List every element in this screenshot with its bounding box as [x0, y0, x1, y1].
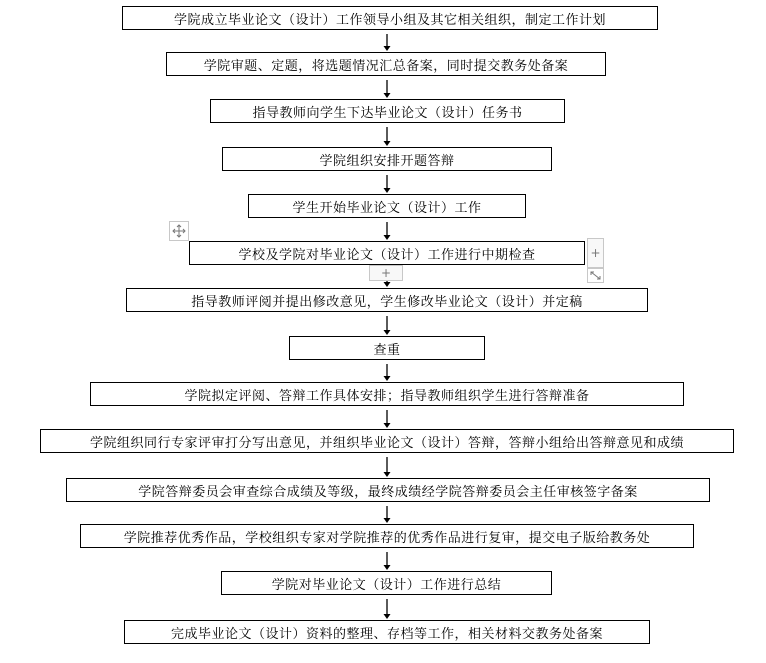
step-14-label: 完成毕业论文（设计）资料的整理、存档等工作，相关材料交教务处备案	[170, 626, 603, 642]
add-column-button[interactable]	[587, 238, 604, 268]
arrow-head-3	[384, 141, 391, 146]
arrow-head-12	[384, 565, 391, 570]
arrow-head-4	[384, 188, 391, 193]
step-8-label: 查重	[373, 342, 401, 358]
arrow-head-10	[384, 472, 391, 477]
step-4-label: 学院组织安排开题答辩	[319, 153, 455, 169]
step-3-label: 指导教师向学生下达毕业论文（设计）任务书	[252, 105, 523, 121]
step-12-label: 学院推荐优秀作品，学校组织专家对学院推荐的优秀作品进行复审，提交电子版给教务处	[123, 530, 651, 546]
step-10-box	[40, 429, 734, 453]
step-5-label: 学生开始毕业论文（设计）工作	[292, 200, 482, 216]
add-row-plus: +	[380, 266, 392, 280]
step-10-label: 学院组织同行专家评审打分写出意见，并组织毕业论文（设计）答辩，答辩小组给出答辩意见和成绩	[89, 435, 684, 451]
step-2-label: 学院审题、定题，将选题情况汇总备案，同时提交教务处备案	[203, 58, 569, 74]
step-2-box	[166, 52, 606, 76]
arrow-head-2	[384, 93, 391, 98]
move-icon[interactable]	[169, 221, 189, 241]
step-5-box	[248, 194, 526, 218]
arrow-head-6	[384, 282, 391, 287]
step-7-box	[126, 288, 648, 312]
step-3-box	[210, 99, 565, 123]
step-9-box	[90, 382, 684, 406]
arrow-head-5	[384, 235, 391, 240]
step-12-box	[80, 524, 694, 548]
arrow-head-7	[384, 330, 391, 335]
step-11-label: 学院答辩委员会审查综合成绩及等级，最终成绩经学院答辩委员会主任审核签字备案	[138, 484, 638, 500]
step-6-label: 学校及学院对毕业论文（设计）工作进行中期检查	[238, 247, 536, 263]
add-row-button[interactable]	[369, 265, 403, 281]
step-13-box	[221, 571, 552, 595]
step-1-label: 学院成立毕业论文（设计）工作领导小组及其它相关组织，制定工作计划	[173, 12, 606, 28]
step-4-box	[222, 147, 552, 171]
step-6-box[interactable]	[189, 241, 585, 265]
step-7-label: 指导教师评阅并提出修改意见，学生修改毕业论文（设计）并定稿	[191, 294, 583, 310]
resize-icon[interactable]	[587, 268, 604, 283]
arrow-head-8	[384, 376, 391, 381]
step-13-label: 学院对毕业论文（设计）工作进行总结	[271, 577, 502, 593]
step-1-box	[122, 6, 658, 30]
arrow-head-11	[384, 518, 391, 523]
step-11-box	[66, 478, 710, 502]
step-8-box	[289, 336, 485, 360]
arrow-head-9	[384, 423, 391, 428]
arrow-head-13	[384, 614, 391, 619]
step-14-box	[124, 620, 650, 644]
arrow-head-1	[384, 46, 391, 51]
step-9-label: 学院拟定评阅、答辩工作具体安排；指导教师组织学生进行答辩准备	[184, 388, 590, 404]
add-column-plus: +	[590, 246, 601, 260]
